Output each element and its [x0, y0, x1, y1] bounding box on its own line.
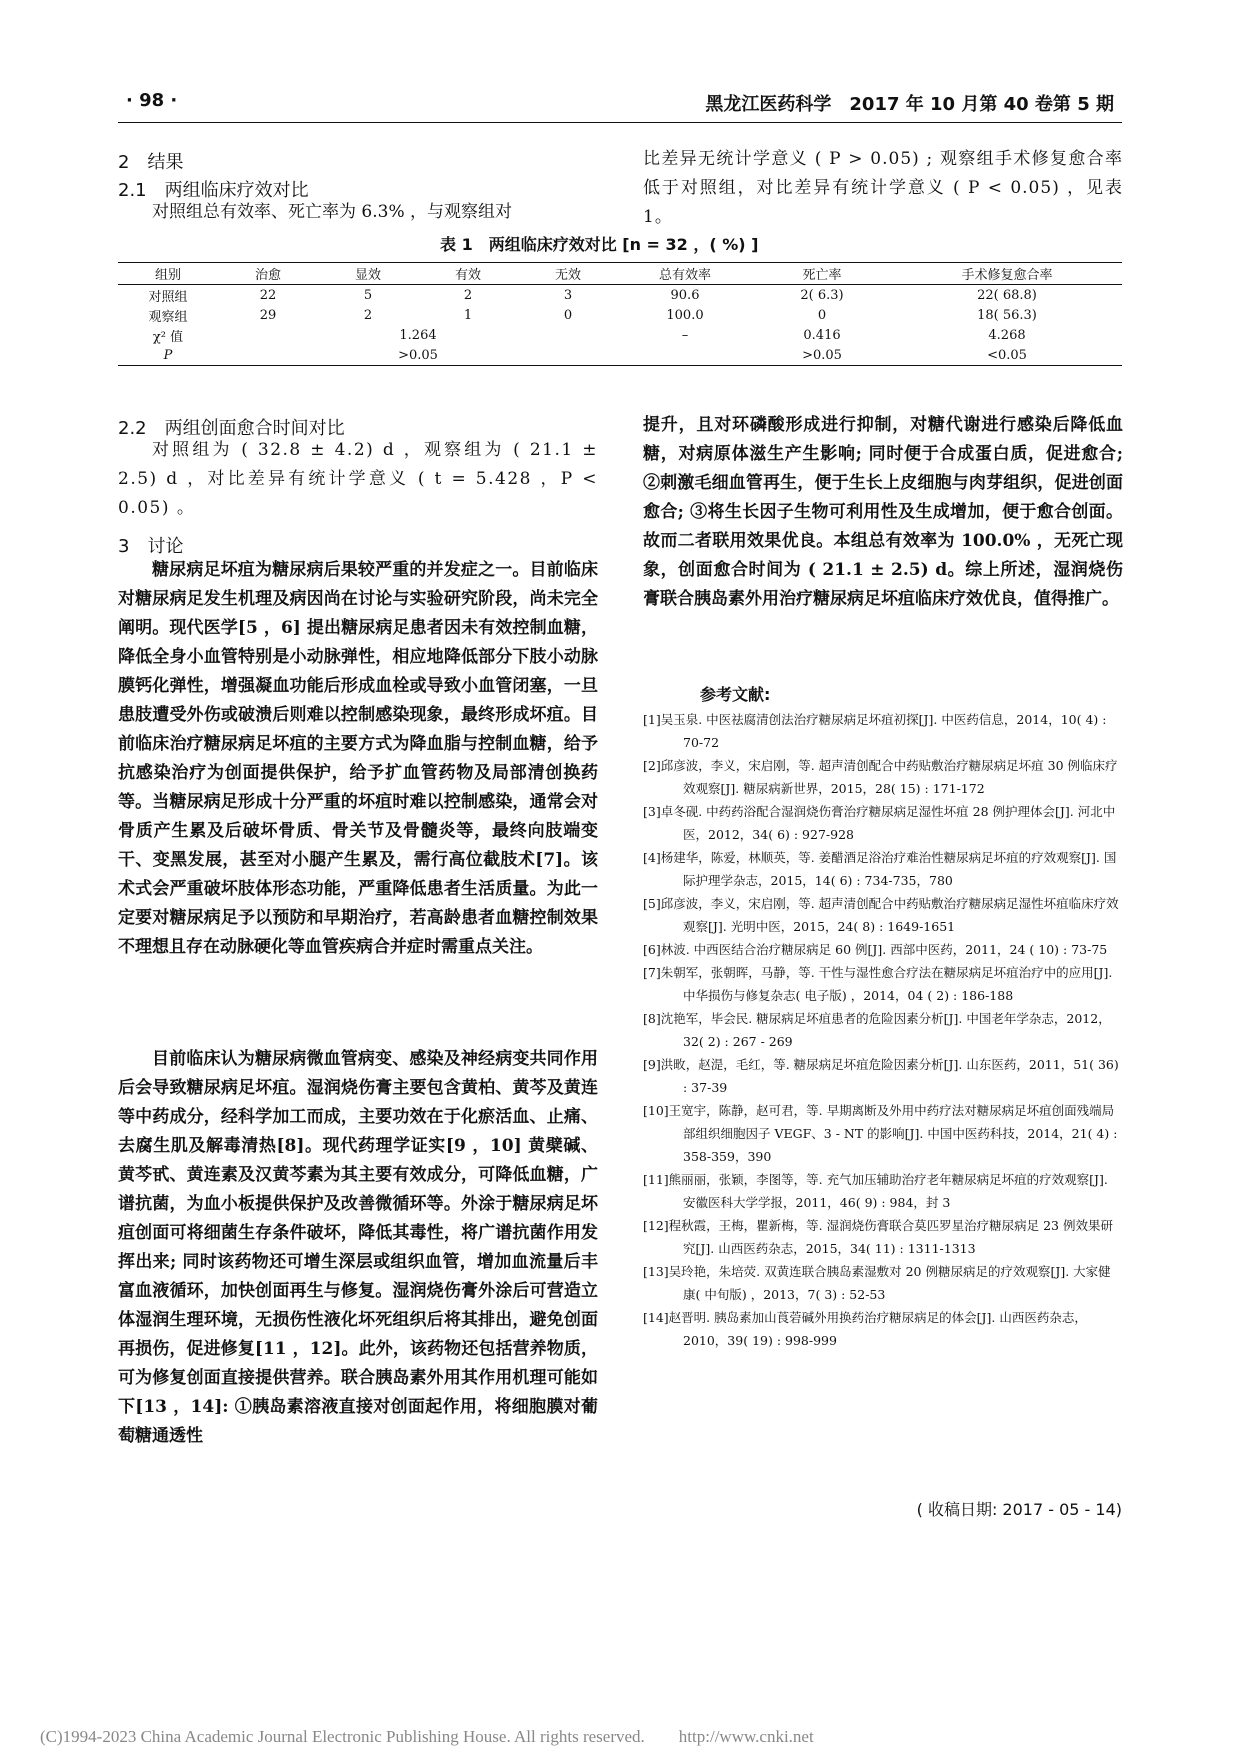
table-1-caption: 表 1 两组临床疗效对比 [n = 32 ，( %) ]: [440, 235, 759, 254]
reference-number: [11]: [643, 1172, 669, 1187]
reference-text: 王宽宇，陈静，赵可君，等. 早期离断及外用中药疗法对糖尿病足坏疽创面残端局部组织细胞因子 VEGF、3 - NT 的影响[J]. 中国中医药科技，2014，21( 4) : 358-359，390: [668, 1103, 1118, 1164]
table-cell: <0.05: [892, 345, 1122, 366]
reference-number: [4]: [643, 850, 661, 865]
reference-text: 程秋霞，王梅，瞿新梅，等. 湿润烧伤膏联合莫匹罗星治疗糖尿病足 23 例效果研究[J]. 山西医药杂志，2015，34( 11) : 1311-1313: [668, 1218, 1113, 1256]
reference-list: [643, 708, 1123, 1352]
reference-item: [643, 754, 1123, 800]
table-cell: >0.05: [752, 345, 892, 366]
reference-item: [643, 1053, 1123, 1099]
col-header: 总有效率: [618, 263, 752, 285]
table-cell: 2: [463, 287, 473, 303]
table-cell: 100.0: [666, 307, 704, 323]
reference-text: 林波. 中西医结合治疗糖尿病足 60 例[J]. 西部中医药，2011，24 ( 10) : 73-75: [660, 942, 1108, 957]
reference-number: [14]: [643, 1310, 669, 1325]
section-2-1-heading: 2.1 两组临床疗效对比: [118, 180, 309, 201]
table-cell: 对照组: [148, 289, 188, 305]
reference-item: [643, 1214, 1123, 1260]
table-cell: 90.6: [670, 287, 700, 303]
paragraph-results-1: 对照组总有效率、死亡率为 6.3% ，与观察组对: [152, 202, 512, 222]
paragraph-discussion-2: 目前临床认为糖尿病微血管病变、感染及神经病变共同作用后会导致糖尿病足坏疽。湿润烧伤膏主要包含黄柏、黄芩及黄连等中药成分，经科学加工而成，主要功效在于化瘀活血、止痛、去腐生肌及解毒清热[8]。现代药理学证实[9 ，10] 黄檗碱、黄芩甙、黄连素及汉黄芩素为其主要有效成分，可降低血糖，广谱抗菌，为血小板提供保护及改善微循环等。外涂于糖尿病足坏疽创面可将细菌生存条件破坏，降低其毒性，将广谱抗菌作用发挥出来; 同时该药物还可增生深层或组织血管，增加血流量后丰富血液循环，加快创面再生与修复。湿润烧伤膏外涂后可营造立体湿润生理环境，无损伤性液化坏死组织后将其排出，避免创面再损伤，促进修复[11 ，12]。此外，该药物还包括营养物质，可为修复创面直接提供营养。联合胰岛素外用其作用机理可能如下[13 ，14]: ①胰岛素溶液直接对创面起作用，将细胞膜对葡萄糖通透性: [118, 1049, 598, 1446]
paragraph-healing-time: 对照组为 ( 32.8 ± 4.2) d ，观察组为 ( 21.1 ± 2.5) d ，对比差异有统计学意义 ( t = 5.428 ，P < 0.05) 。: [118, 440, 598, 518]
table-cell: 4.268: [988, 327, 1026, 343]
section-3-heading: 3 讨论: [118, 536, 184, 557]
reference-number: [3]: [643, 804, 661, 819]
table-cell: 1.264: [399, 327, 437, 343]
table-cell: χ² 值: [152, 329, 184, 345]
running-header: [118, 88, 1122, 118]
reference-number: [13]: [643, 1264, 669, 1279]
reference-text: 杨建华，陈爱，林顺英，等. 姜醋酒足浴治疗难治性糖尿病足坏疽的疗效观察[J]. 国际护理学杂志，2015，14( 6) : 734-735，780: [660, 850, 1117, 888]
table-cell: 0: [563, 307, 573, 323]
reference-number: [9]: [643, 1057, 661, 1072]
paragraph-discussion-1: 糖尿病足坏疽为糖尿病后果较严重的并发症之一。目前临床对糖尿病足发生机理及病因尚在讨论与实验研究阶段，尚未完全阐明。现代医学[5 ，6] 提出糖尿病足患者因未有效控制血糖，降低全身小血管特别是小动脉弹性，相应地降低部分下肢小动脉膜钙化弹性，增强凝血功能后形成血栓或导致小血管闭塞，一旦患肢遭受外伤或破溃后则难以控制感染现象，最终形成坏疽。目前临床治疗糖尿病足坏疽的主要方式为降血脂与控制血糖，给予抗感染治疗为创面提供保护，给予扩血管药物及局部清创换药等。当糖尿病足形成十分严重的坏疽时难以控制感染，通常会对骨质产生累及后破坏骨质、骨关节及骨髓炎等，最终向肢端变干、变黑发展，甚至对小腿产生累及，需行高位截肢术[7]。该术式会严重破坏肢体形态功能，严重降低患者生活质量。为此一定要对糖尿病足予以预防和早期治疗，若高龄患者血糖控制效果不理想且存在动脉硬化等血管疾病合并症时需重点关注。: [118, 560, 598, 957]
reference-text: 沈艳军，毕会民. 糖尿病足坏疽患者的危险因素分析[J]. 中国老年学杂志，2012，32( 2) : 267 - 269: [660, 1011, 1111, 1049]
table-cell: 29: [259, 307, 277, 323]
table-cell: 1: [463, 307, 473, 323]
col-header: 组别: [118, 263, 218, 285]
received-date: ( 收稿日期: 2017 - 05 - 14): [916, 1500, 1122, 1519]
reference-text: 邱彦波，李义，宋启刚，等. 超声清创配合中药贴敷治疗糖尿病足湿性坏疽临床疗效观察[J]. 光明中医，2015，24( 8) : 1649-1651: [660, 896, 1119, 934]
col-header: 治愈: [218, 263, 318, 285]
table-cell: 观察组: [148, 309, 188, 325]
reference-item: [643, 1168, 1123, 1214]
table-cell: 5: [363, 287, 373, 303]
reference-item: [643, 846, 1123, 892]
table-row-chi-square: [118, 325, 1122, 345]
reference-number: [1]: [643, 712, 661, 727]
reference-text: 吴玲艳，朱培荧. 双黄连联合胰岛素湿敷对 20 例糖尿病足的疗效观察[J]. 大家健康( 中旬版) ，2013，7( 3) : 52-53: [668, 1264, 1111, 1302]
table-cell: 0: [817, 307, 827, 323]
reference-item: [643, 1007, 1123, 1053]
table-cell: 22( 68.8): [977, 287, 1037, 303]
col-header: 死亡率: [752, 263, 892, 285]
reference-text: 朱朝军，张朝晖，马静，等. 干性与湿性愈合疗法在糖尿病足坏疽治疗中的应用[J]. 中华损伤与修复杂志( 电子版) ，2014，04 ( 2) : 186-188: [660, 965, 1113, 1003]
reference-number: [8]: [643, 1011, 661, 1026]
reference-text: 吴玉泉. 中医祛腐清创法治疗糖尿病足坏疽初探[J]. 中医药信息，2014，10( 4) : 70-72: [660, 712, 1107, 750]
table-row-p-value: [118, 345, 1122, 366]
col-header: 有效: [418, 263, 518, 285]
col-header: 手术修复愈合率: [892, 263, 1122, 285]
reference-text: 邱彦波，李义，宋启刚，等. 超声清创配合中药贴敷治疗糖尿病足坏疽 30 例临床疗效观察[J]. 糖尿病新世界，2015，28( 15) : 171-172: [660, 758, 1118, 796]
reference-text: 熊丽丽，张颖，李图等，等. 充气加压辅助治疗老年糖尿病足坏疽的疗效观察[J]. 安徽医科大学学报，2011，46( 9) : 984，封 3: [668, 1172, 1108, 1210]
table-cell: [618, 345, 752, 366]
table-cell: 18( 56.3): [977, 307, 1037, 323]
table-cell: 3: [563, 287, 573, 303]
table-cell: >0.05: [218, 345, 618, 366]
col-header: 无效: [518, 263, 618, 285]
table-cell: –: [681, 327, 689, 343]
reference-item: [643, 1260, 1123, 1306]
reference-number: [7]: [643, 965, 661, 980]
reference-number: [12]: [643, 1218, 669, 1233]
reference-number: [2]: [643, 758, 661, 773]
reference-item: [643, 961, 1123, 1007]
table-row: [118, 285, 1122, 306]
reference-text: 洪畋，赵湜，毛红，等. 糖尿病足坏疽危险因素分析[J]. 山东医药，2011，51( 36) : 37-39: [660, 1057, 1119, 1095]
paragraph-results-1-cont: 比差异无统计学意义 ( P > 0.05) ; 观察组手术修复愈合率低于对照组，对比差异有统计学意义 ( P < 0.05) ，见表 1。: [643, 149, 1123, 227]
paragraph-discussion-2-cont: 提升，且对环磷酸形成进行抑制，对糖代谢进行感染后降低血糖，对病原体滋生产生影响; 同时便于合成蛋白质，促进愈合; ②刺激毛细血管再生，便于生长上皮细胞与肉芽组织，促进创面愈合; ③将生长因子生物可利用性及生成增加，便于愈合创面。故而二者联用效果优良。本组总有效率为 100.0% ，无死亡现象，创面愈合时间为 ( 21.1 ± 2.5) d。综上所述，湿润烧伤膏联合胰岛素外用治疗糖尿病足坏疽临床疗效优良，值得推广。: [643, 415, 1123, 609]
journal-issue: 黑龙江医药科学 2017 年 10 月第 40 卷第 5 期: [705, 94, 1114, 115]
reference-item: [643, 800, 1123, 846]
reference-text: 赵晋明. 胰岛素加山莨菪碱外用换药治疗糖尿病足的体会[J]. 山西医药杂志，2010，39( 19) : 998-999: [668, 1310, 1087, 1348]
header-rule: [118, 122, 1122, 123]
table-cell: 0.416: [803, 327, 841, 343]
reference-text: 卓冬砚. 中药药浴配合湿润烧伤膏治疗糖尿病足湿性坏疽 28 例护理体会[J]. 河北中医，2012，34( 6) : 927-928: [660, 804, 1116, 842]
table-cell: 2( 6.3): [800, 287, 844, 303]
reference-number: [5]: [643, 896, 661, 911]
table-header-row: [118, 263, 1122, 285]
table-row: [118, 305, 1122, 325]
reference-number: [10]: [643, 1103, 669, 1118]
table-1: [118, 262, 1122, 366]
reference-item: [643, 938, 1123, 961]
table-cell: 22: [259, 287, 277, 303]
col-header: 显效: [318, 263, 418, 285]
section-2-heading: 2 结果: [118, 152, 184, 173]
section-2-2-heading: 2.2 两组创面愈合时间对比: [118, 418, 345, 439]
table-cell: 2: [363, 307, 373, 323]
copyright-footer: (C)1994-2023 China Academic Journal Electronic Publishing House. All rights reserved. http://www.cnki.net: [40, 1727, 814, 1746]
references-title: 参考文献:: [700, 685, 771, 704]
reference-item: [643, 1099, 1123, 1168]
reference-item: [643, 1306, 1123, 1352]
page-number: · 98 ·: [126, 90, 178, 111]
table-cell: P: [118, 345, 218, 366]
reference-number: [6]: [643, 942, 661, 957]
reference-item: [643, 708, 1123, 754]
reference-item: [643, 892, 1123, 938]
